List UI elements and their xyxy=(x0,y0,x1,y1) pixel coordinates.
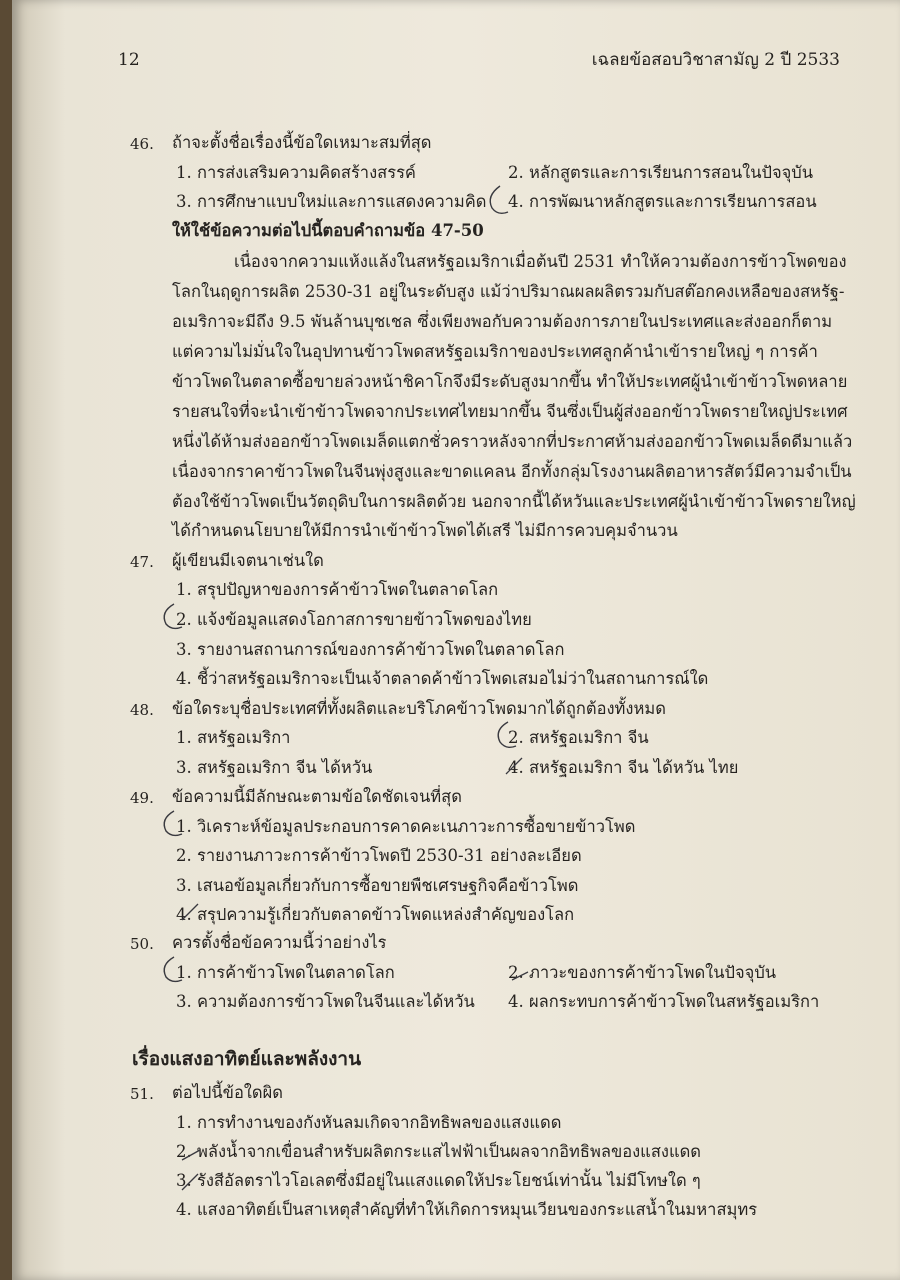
option-item: 1. วิเคราะห์ข้อมูลประกอบการคาดคะเนภาวะการซื้อขายข้าวโพด xyxy=(176,817,636,836)
question-number: 47. xyxy=(130,553,154,571)
option-item: 2. พลังน้ำจากเขื่อนสำหรับผลิตกระแสไฟฟ้าเป็นผลจากอิทธิพลของแสงแดด xyxy=(176,1142,702,1161)
passage-line: หนึ่งได้ห้ามส่งออกข้าวโพดเมล็ดแตกชั่วคราวหลังจากที่ประกาศห้ามส่งออกข้าวโพดเมล็ดดีมาแล้ว xyxy=(172,432,853,451)
page-number: 12 xyxy=(118,50,140,70)
passage-line: รายสนใจที่จะนำเข้าข้าวโพดจากประเทศไทยมากขึ้น จีนซึ่งเป็นผู้ส่งออกข้าวโพดรายใหญ่ประเทศ xyxy=(172,402,848,421)
passage-line: ได้กำหนดนโยบายให้มีการนำเข้าข้าวโพดได้เสรี ไม่มีการควบคุมจำนวน xyxy=(172,521,678,540)
option-item: 4. สรุปความรู้เกี่ยวกับตลาดข้าวโพดแหล่งสำคัญของโลก xyxy=(176,905,575,924)
question-number: 51. xyxy=(130,1085,154,1103)
option-item: 1. การส่งเสริมความคิดสร้างสรรค์ xyxy=(176,163,416,182)
option-item: 2. รายงานภาวะการค้าข้าวโพดปี 2530-31 อย่างละเอียด xyxy=(176,846,582,865)
option-item: 4. สหรัฐอเมริกา จีน ได้หวัน ไทย xyxy=(508,758,739,777)
passage-line: แต่ความไม่มั่นใจในอุปทานข้าวโพดสหรัฐอเมริกาของประเทศลูกค้านำเข้ารายใหญ่ ๆ การค้า xyxy=(172,342,818,361)
question-number: 50. xyxy=(130,935,154,953)
passage-line: เนื่องจากความแห้งแล้งในสหรัฐอเมริกาเมื่อต้นปี 2531 ทำให้ความต้องการข้าวโพดของ xyxy=(234,252,847,271)
option-item: 2. ภาวะของการค้าข้าวโพดในปัจจุบัน xyxy=(508,963,777,982)
question-number: 48. xyxy=(130,701,154,719)
question-text: ข้อความนี้มีลักษณะตามข้อใดชัดเจนที่สุด xyxy=(172,787,462,806)
answer-circle-mark xyxy=(490,186,508,213)
option-item: 3. รังสีอัลตราไวโอเลตซึ่งมีอยู่ในแสงแดดให้ประโยชน์เท่านั้น ไม่มีโทษใด ๆ xyxy=(176,1171,701,1190)
question-text: ถ้าจะตั้งชื่อเรื่องนี้ข้อใดเหมาะสมที่สุด xyxy=(172,133,432,152)
option-item: 2. สหรัฐอเมริกา จีน xyxy=(508,728,649,747)
running-header: เฉลยข้อสอบวิชาสามัญ 2 ปี 2533 xyxy=(591,50,840,70)
option-item: 1. สหรัฐอเมริกา xyxy=(176,728,291,747)
option-item: 4. แสงอาทิตย์เป็นสาเหตุสำคัญที่ทำให้เกิดการหมุนเวียนของกระแสน้ำในมหาสมุทร xyxy=(176,1200,758,1219)
option-item: 2. หลักสูตรและการเรียนการสอนในปัจจุบัน xyxy=(508,163,814,182)
question-number: 46. xyxy=(130,135,154,153)
passage-line: อเมริกาจะมีถึง 9.5 พันล้านบุชเชล ซึ่งเพียงพอกับความต้องการภายในประเทศและส่งออกก็ตาม xyxy=(172,312,833,331)
question-number: 49. xyxy=(130,789,154,807)
passage-line: ข้าวโพดในตลาดซื้อขายล่วงหน้าชิคาโกจึงมีระดับสูงมากขึ้น ทำให้ประเทศผู้นำเข้าข้าวโพดหลาย xyxy=(172,372,848,391)
question-text: ควรตั้งชื่อข้อความนี้ว่าอย่างไร xyxy=(172,933,387,952)
option-item: 3. การศึกษาแบบใหม่และการแสดงความคิด xyxy=(176,192,487,211)
option-item: 3. รายงานสถานการณ์ของการค้าข้าวโพดในตลาดโลก xyxy=(176,640,565,659)
option-item: 3. สหรัฐอเมริกา จีน ได้หวัน xyxy=(176,758,373,777)
section-title: เรื่องแสงอาทิตย์และพลังงาน xyxy=(132,1048,362,1070)
option-item: 1. การค้าข้าวโพดในตลาดโลก xyxy=(176,963,395,982)
option-item: 1. สรุปปัญหาของการค้าข้าวโพดในตลาดโลก xyxy=(176,580,499,599)
question-text: ต่อไปนี้ข้อใดผิด xyxy=(172,1083,284,1102)
passage-line: โลกในฤดูการผลิต 2530-31 อยู่ในระดับสูง แม้ว่าปริมาณผลผลิตรวมกับสต๊อกคงเหลือของสหรัฐ- xyxy=(172,282,845,301)
option-item: 1. การทำงานของกังหันลมเกิดจากอิทธิพลของแสงแดด xyxy=(176,1113,562,1132)
question-text: ผู้เขียนมีเจตนาเช่นใด xyxy=(172,551,324,570)
passage-line: ต้องใช้ข้าวโพดเป็นวัตถุดิบในการผลิตด้วย นอกจากนี้ได้หวันและประเทศผู้นำเข้าข้าวโพดรายใหญ่ xyxy=(172,492,856,511)
option-item: 4. การพัฒนาหลักสูตรและการเรียนการสอน xyxy=(508,192,817,211)
option-item: 3. เสนอข้อมูลเกี่ยวกับการซื้อขายพืชเศรษฐกิจคือข้าวโพด xyxy=(176,876,579,895)
option-item: 4. ชี้ว่าสหรัฐอเมริกาจะเป็นเจ้าตลาดค้าข้าวโพดเสมอไม่ว่าในสถานการณ์ใด xyxy=(176,669,709,688)
option-item: 2. แจ้งข้อมูลแสดงโอกาสการขายข้าวโพดของไทย xyxy=(176,610,532,629)
passage-line: เนื่องจากราคาข้าวโพดในจีนพุ่งสูงและขาดแคลน อีกทั้งกลุ่มโรงงานผลิตอาหารสัตว์มีความจำเป็น xyxy=(172,462,852,481)
passage-instruction: ให้ใช้ข้อความต่อไปนี้ตอบคำถามข้อ 47-50 xyxy=(172,221,484,240)
question-text: ข้อใดระบุชื่อประเทศที่ทั้งผลิตและบริโภคข้าวโพดมากได้ถูกต้องทั้งหมด xyxy=(172,699,666,718)
book-page xyxy=(12,0,900,1280)
option-item: 4. ผลกระทบการค้าข้าวโพดในสหรัฐอเมริกา xyxy=(508,992,820,1011)
option-item: 3. ความต้องการข้าวโพดในจีนและได้หวัน xyxy=(176,992,475,1011)
